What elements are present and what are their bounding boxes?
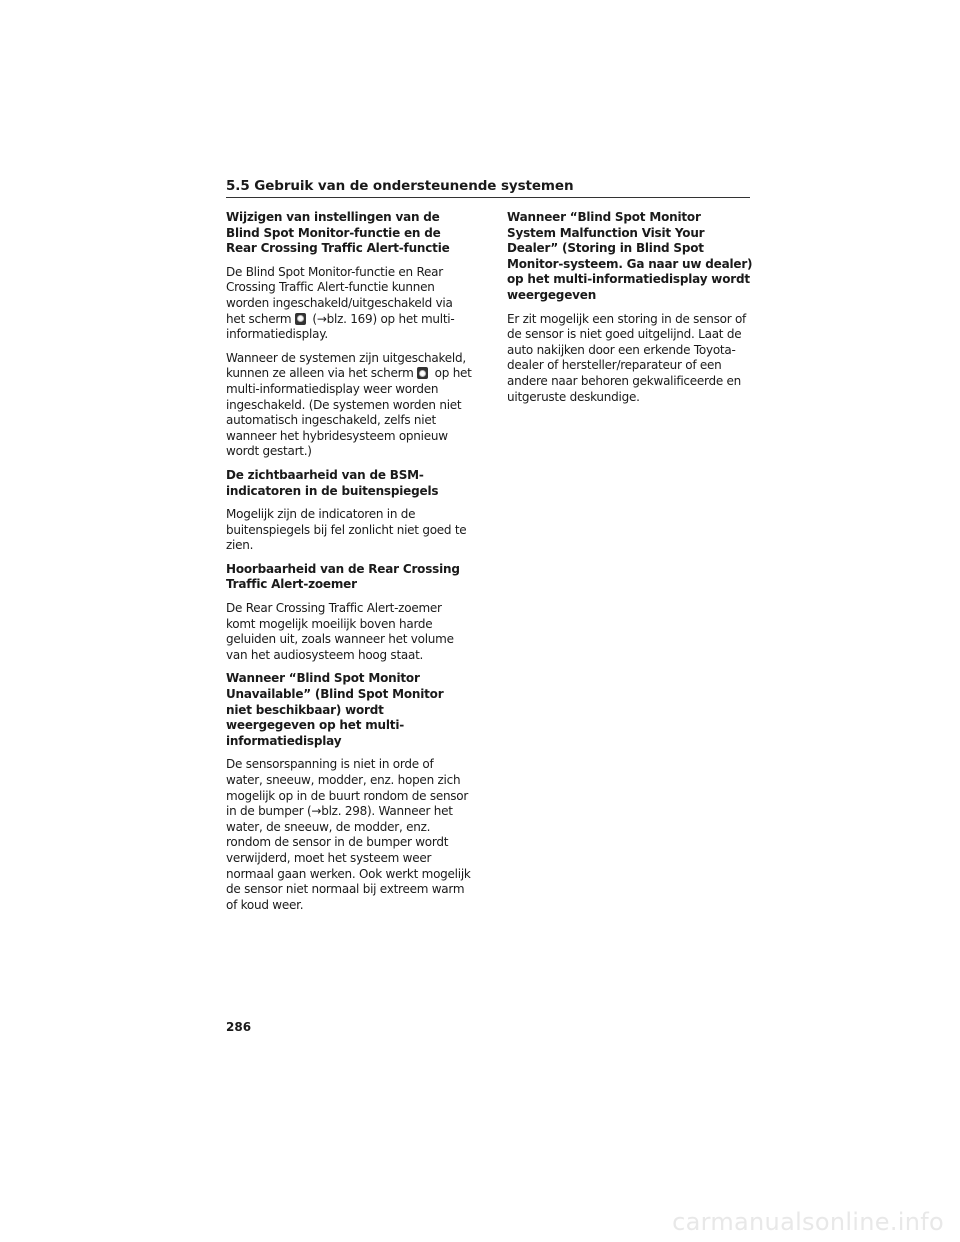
paragraph-text: (→blz. 169) op het multi-informatiedisplay. (226, 311, 455, 342)
heading-bsm-malfunction: Wanneer “Blind Spot Monitor System Malfunction Visit Your Dealer” (Storing in Blind Spot Monitor-systeem. Ga naar uw dealer) op het multi-informatiedisplay wordt weergegeven (507, 210, 753, 302)
heading-bsm-unavailable: Wanneer “Blind Spot Monitor Unavailable” (Blind Spot Monitor niet beschikbaar) wordt weergegeven op het multi-informatiedisplay (226, 671, 444, 748)
right-column (507, 210, 753, 413)
settings-gear-icon (295, 313, 306, 325)
heading-bsm-visibility: De zichtbaarheid van de BSM-indicatoren in de buitenspiegels (226, 467, 439, 498)
section-title: 5.5 Gebruik van de ondersteunende systemen (226, 178, 574, 194)
paragraph-systems-off (226, 351, 472, 460)
page-number: 286 (226, 1020, 252, 1034)
paragraph-enable-disable (226, 265, 472, 343)
paragraph-text: Wanneer de systemen zijn uitgeschakeld, kunnen ze alleen via het scherm (226, 350, 466, 381)
paragraph-buzzer-audibility: De Rear Crossing Traffic Alert-zoemer komt mogelijk moeilijk boven harde geluiden uit, zoals wanneer het volume van het audiosysteem hoog staat. (226, 601, 454, 662)
section-header (226, 178, 750, 198)
paragraph-bsm-malfunction: Er zit mogelijk een storing in de sensor of de sensor is niet goed uitgelijnd. Laat de auto nakijken door een erkende Toyota-dealer of hersteller/reparateur of een andere naar behoren gekwalificeerde en uitgeruste deskundige. (507, 311, 747, 404)
heading-buzzer-audibility: Hoorbaarheid van de Rear Crossing Traffic Alert-zoemer (226, 561, 460, 592)
settings-gear-icon (417, 367, 428, 379)
left-column (226, 210, 472, 921)
paragraph-text: De Blind Spot Monitor-functie en Rear Crossing Traffic Alert-functie kunnen worden ingeschakeld/uitgeschakeld via het scherm (226, 264, 453, 326)
paragraph-bsm-visibility: Mogelijk zijn de indicatoren in de buitenspiegels bij fel zonlicht niet goed te zien. (226, 507, 467, 553)
heading-change-settings: Wijzigen van instellingen van de Blind Spot Monitor-functie en de Rear Crossing Traffic Alert-functie (226, 210, 450, 256)
paragraph-bsm-unavailable: De sensorspanning is niet in orde of water, sneeuw, modder, enz. hopen zich mogelijk op in de buurt rondom de sensor in de bumper (→blz. 298). Wanneer het water, de sneeuw, de modder, enz. rondom de sensor in de bumper wordt verwijderd, moet het systeem weer normaal gaan werken. Ook werkt mogelijk de sensor niet normaal bij extreem warm of koud weer. (226, 757, 471, 912)
watermark: carmanualsonline.info (672, 1208, 944, 1236)
paragraph-text: op het multi-informatiedisplay weer worden ingeschakeld. (De systemen worden niet automatisch ingeschakeld, zelfs niet wanneer het hybridesysteem opnieuw wordt gestart.) (226, 366, 472, 459)
